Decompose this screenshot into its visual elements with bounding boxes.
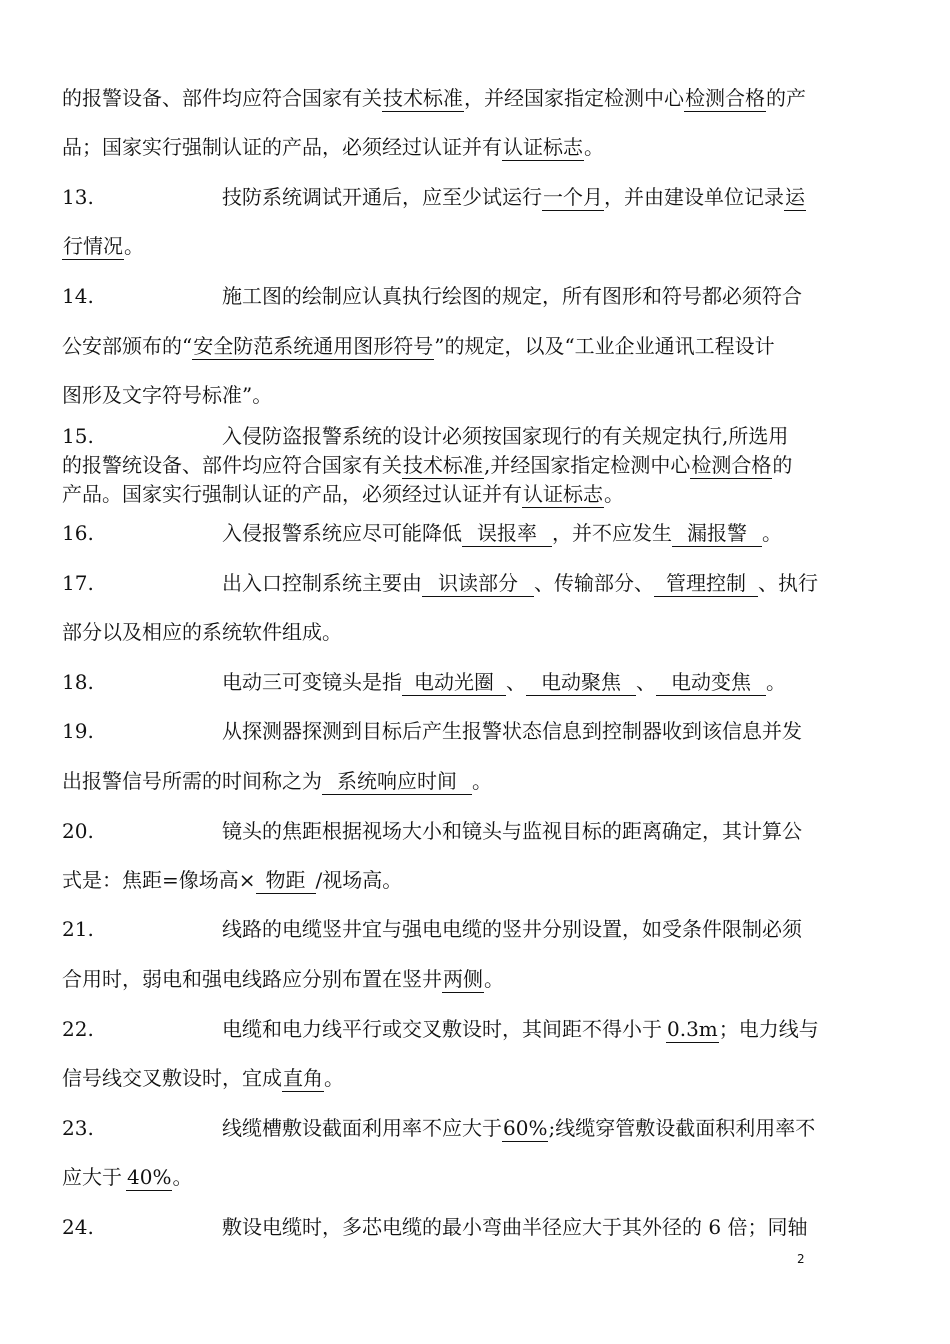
- answer-blank: 60%: [503, 1116, 548, 1140]
- text: ”的规定，以及“工业企业通讯工程设计: [434, 334, 775, 358]
- answer-blank: 误报率: [462, 521, 552, 547]
- text: ，并不应发生: [552, 521, 672, 545]
- text: 品；国家实行强制认证的产品，必须经过认证并有: [62, 135, 502, 159]
- answer-blank: 物距: [256, 868, 316, 894]
- text-line: [62, 482, 882, 506]
- text: 信号线交叉敷设时，宜成: [62, 1066, 282, 1090]
- text: 线缆槽敷设截面利用率不应大于: [222, 1116, 502, 1140]
- text-line: 从探测器探测到目标后产生报警状态信息到控制器收到该信息并发: [222, 719, 802, 743]
- text: 式是：焦距=像场高×: [62, 868, 256, 892]
- answer-blank: 运: [785, 185, 805, 209]
- page-number: 2: [797, 1252, 805, 1266]
- text-line: [222, 571, 818, 597]
- text: 、: [506, 670, 526, 694]
- item-number: 13.: [62, 185, 94, 209]
- text: 应大于: [62, 1165, 122, 1189]
- text: 、: [636, 670, 656, 694]
- answer-blank: 管理控制: [654, 571, 758, 597]
- text: 、执行: [758, 571, 818, 595]
- text: 、传输部分、: [534, 571, 654, 595]
- answer-blank: 技术标准: [383, 86, 463, 110]
- answer-blank: 一个月: [543, 185, 603, 209]
- answer-blank: 电动聚焦: [526, 670, 636, 696]
- text: 电缆和电力线平行或交叉敷设时，其间距不得小于: [222, 1017, 662, 1041]
- answer-blank: 漏报警: [672, 521, 762, 547]
- text-line: [222, 521, 782, 547]
- item-number: 24.: [62, 1215, 94, 1239]
- text: 。: [324, 1066, 344, 1090]
- text: 。: [766, 670, 786, 694]
- text-line: [62, 334, 882, 358]
- text-line: 线路的电缆竖井宜与强电电缆的竖井分别设置，如受条件限制必须: [222, 917, 802, 941]
- answer-blank: 检测合格: [691, 453, 772, 477]
- text-line: [62, 1066, 882, 1090]
- text: ,并经国家指定检测中心: [484, 453, 691, 477]
- text: 。: [584, 135, 604, 159]
- item-number: 20.: [62, 819, 94, 843]
- text: 的: [772, 453, 793, 477]
- text: 公安部颁布的“: [62, 334, 193, 358]
- text: 入侵报警系统应尽可能降低: [222, 521, 462, 545]
- text: 。: [124, 234, 144, 258]
- answer-blank: 系统响应时间: [322, 769, 472, 795]
- text-line: 图形及文字符号标准”。: [62, 383, 273, 407]
- answer-blank: 直角: [283, 1066, 323, 1090]
- text-line: [222, 670, 786, 696]
- text-line: 部分以及相应的系统软件组成。: [62, 620, 342, 644]
- text-line: [62, 86, 882, 110]
- item-number: 19.: [62, 719, 94, 743]
- text: 的报警设备、部件均应符合国家有关: [62, 86, 382, 110]
- text-line: [62, 967, 882, 991]
- text: 出入口控制系统主要由: [222, 571, 422, 595]
- text: 的报警统设备、部件均应符合国家有关: [62, 453, 402, 477]
- text: ；电力线与: [718, 1017, 819, 1041]
- text: 产品。国家实行强制认证的产品，必须经过认证并有: [62, 482, 522, 506]
- text: ，并由建设单位记录: [604, 185, 784, 209]
- text-line: 镜头的焦距根据视场大小和镜头与监视目标的距离确定，其计算公: [222, 819, 802, 843]
- text: 的产: [766, 86, 806, 110]
- answer-blank: 40%: [127, 1165, 172, 1189]
- text-line: [222, 185, 806, 209]
- text-line: [62, 234, 882, 258]
- answer-blank: 认证标志: [523, 482, 603, 506]
- text-line: 施工图的绘制应认真执行绘图的规定，所有图形和符号都必须符合: [222, 284, 802, 308]
- answer-blank: 0.3m: [667, 1017, 718, 1041]
- answer-blank: 两侧: [443, 967, 483, 991]
- answer-blank: 电动光圈: [402, 670, 506, 696]
- answer-blank: 安全防范系统通用图形符号: [193, 334, 434, 358]
- item-number: 14.: [62, 284, 94, 308]
- item-number: 21.: [62, 917, 94, 941]
- text-line: [222, 1017, 819, 1041]
- text: 技防系统调试开通后，应至少试运行: [222, 185, 542, 209]
- text: 。: [172, 1165, 193, 1189]
- text: 合用时，弱电和强电线路应分别布置在竖井: [62, 967, 442, 991]
- answer-blank: 电动变焦: [656, 670, 766, 696]
- answer-blank: 技术标准: [403, 453, 483, 477]
- text: 。: [604, 482, 624, 506]
- item-number: 18.: [62, 670, 94, 694]
- text-line: 入侵防盗报警系统的设计必须按国家现行的有关规定执行,所选用: [222, 424, 789, 448]
- text: 。: [484, 967, 504, 991]
- text-line: [222, 1116, 815, 1140]
- text: ;线缆穿管敷设截面积利用率不: [548, 1116, 816, 1140]
- text-line: [62, 769, 882, 795]
- text-line: 敷设电缆时，多芯电缆的最小弯曲半径应大于其外径的 6 倍；同轴: [222, 1215, 808, 1239]
- text-line: [62, 868, 882, 894]
- text-line: [62, 1165, 882, 1189]
- text: 电动三可变镜头是指: [222, 670, 402, 694]
- text: ，并经国家指定检测中心: [464, 86, 684, 110]
- text: 。: [762, 521, 782, 545]
- answer-blank: 识读部分: [422, 571, 534, 597]
- item-number: 22.: [62, 1017, 94, 1041]
- item-number: 15.: [62, 424, 94, 448]
- answer-blank: 认证标志: [503, 135, 583, 159]
- item-number: 23.: [62, 1116, 94, 1140]
- item-number: 17.: [62, 571, 94, 595]
- answer-blank: 行情况: [63, 234, 123, 258]
- item-number: 16.: [62, 521, 94, 545]
- text-line: [62, 453, 882, 477]
- text: 出报警信号所需的时间称之为: [62, 769, 322, 793]
- answer-blank: 检测合格: [685, 86, 765, 110]
- text: /视场高。: [315, 868, 403, 892]
- text: 。: [472, 769, 492, 793]
- text-line: [62, 135, 882, 159]
